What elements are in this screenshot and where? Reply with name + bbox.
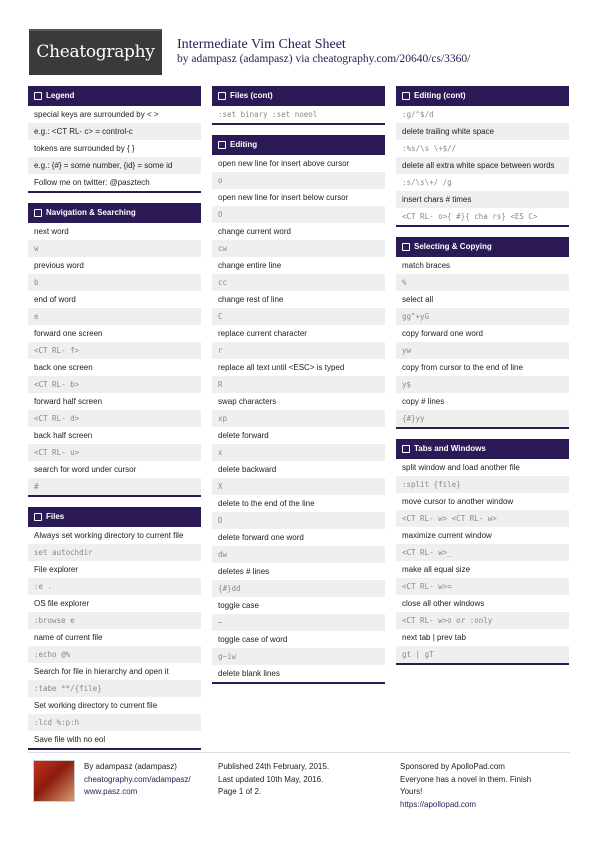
command-row: #	[28, 478, 201, 495]
section-editing	[212, 135, 385, 684]
author-site-link[interactable]: www.pasz.com	[84, 787, 138, 796]
description-row: <CT RL- o>{ #}{ cha rs} <ES C>	[402, 212, 538, 221]
command-row: R	[212, 376, 385, 393]
section-tabs	[396, 439, 569, 665]
section-header-nav	[28, 203, 201, 223]
section-header-selecting	[396, 237, 569, 257]
command-row: O	[212, 206, 385, 223]
description-row: select all	[402, 295, 434, 304]
command-row: <CT RL- w>=	[396, 578, 569, 595]
column-2	[212, 86, 385, 694]
updated-date: Last updated 10th May, 2016.	[218, 774, 324, 784]
command-row: %	[396, 274, 569, 291]
command-row: insert chars # times	[396, 191, 569, 208]
description-row: match braces	[402, 261, 451, 270]
section-header-editing-cont	[396, 86, 569, 106]
description-row: open new line for insert above cursor	[218, 159, 350, 168]
section-title: Editing	[230, 140, 258, 149]
command-row: gt | gT	[396, 646, 569, 663]
description-row: toggle case of word	[218, 635, 288, 644]
command-row: yw	[396, 342, 569, 359]
description-row: e.g.: <CT RL- c> = control-c	[28, 123, 201, 140]
command-row: :split {file}	[396, 476, 569, 493]
command-row: delete all extra white space between words	[396, 157, 569, 174]
section-title: Selecting & Copying	[414, 242, 492, 251]
description-row: split window and load another file	[402, 463, 520, 472]
section-header-legend	[28, 86, 201, 106]
command-row: set autochdir	[28, 544, 201, 561]
description-row: next word	[34, 227, 69, 236]
command-row: :lcd %:p:h	[28, 714, 201, 731]
description-row: copy from cursor to the end of line	[402, 363, 523, 372]
description-row: replace all text until <ESC> is typed	[218, 363, 345, 372]
command-row: gg"+yG	[396, 308, 569, 325]
section-title: Legend	[46, 91, 75, 100]
description-row: close all other windows	[402, 599, 485, 608]
description-row: open new line for insert below cursor	[218, 193, 349, 202]
description-row: make all equal size	[402, 565, 471, 574]
section-icon	[34, 92, 42, 100]
section-icon	[218, 141, 226, 149]
footer-meta	[218, 761, 329, 799]
description-row: copy forward one word	[402, 329, 483, 338]
sponsor-text-2: Yours!	[400, 787, 423, 796]
section-header-editing	[212, 135, 385, 155]
section-navigation	[28, 203, 201, 497]
description-row: next tab | prev tab	[402, 633, 466, 642]
description-row: delete forward one word	[218, 533, 304, 542]
command-row: D	[212, 512, 385, 529]
section-icon	[34, 209, 42, 217]
description-row: tokens are surrounded by { }	[34, 144, 135, 153]
command-row: o	[212, 172, 385, 189]
section-editing-cont	[396, 86, 569, 227]
description-row: change rest of line	[218, 295, 284, 304]
description-row: Always set working directory to current file	[34, 531, 184, 540]
section-title: Navigation & Searching	[46, 208, 136, 217]
command-row: delete trailing white space	[396, 123, 569, 140]
command-row: :echo @%	[28, 646, 201, 663]
section-icon	[402, 243, 410, 251]
command-row: xp	[212, 410, 385, 427]
description-row: OS file explorer	[34, 599, 90, 608]
section-title: Files (cont)	[230, 91, 273, 100]
page-number: Page 1 of 2.	[218, 787, 262, 796]
section-header-tabs	[396, 439, 569, 459]
description-row: deletes # lines	[218, 567, 270, 576]
description-row: search for word under cursor	[34, 465, 137, 474]
page-footer	[28, 752, 570, 809]
description-row: back one screen	[34, 363, 93, 372]
description-row: e.g.: {#} = some number, {id} = some id	[28, 157, 201, 174]
section-icon	[402, 445, 410, 453]
description-row: :set binary :set noeol	[218, 110, 318, 119]
author-name: By adampasz (adampasz)	[84, 762, 177, 771]
page-title: Intermediate Vim Cheat Sheet	[177, 37, 346, 52]
command-row: x	[212, 444, 385, 461]
command-row: :browse e	[28, 612, 201, 629]
byline-link[interactable]: by adampasz (adampasz) via cheatography.com/20640/cs/3360/	[177, 53, 471, 65]
command-row: ~	[212, 614, 385, 631]
command-row: cw	[212, 240, 385, 257]
description-row: swap characters	[218, 397, 277, 406]
author-profile-link[interactable]: cheatography.com/adampasz/	[84, 774, 191, 784]
description-row: move cursor to another window	[402, 497, 514, 506]
command-row: <CT RL- b>	[28, 376, 201, 393]
command-row: <CT RL- w>o or :only	[396, 612, 569, 629]
description-row: Save file with no eol	[34, 735, 106, 744]
command-row: <CT RL- f>	[28, 342, 201, 359]
command-row: y$	[396, 376, 569, 393]
description-row: change current word	[218, 227, 291, 236]
sponsor-link[interactable]: https://apollopad.com	[400, 799, 477, 809]
command-row: <CT RL- w>_	[396, 544, 569, 561]
command-row: w	[28, 240, 201, 257]
description-row: delete to the end of the line	[218, 499, 315, 508]
command-row: X	[212, 478, 385, 495]
description-row: toggle case	[218, 601, 259, 610]
section-selecting	[396, 237, 569, 429]
command-row: {#}yy	[396, 410, 569, 427]
command-row: cc	[212, 274, 385, 291]
description-row: copy # lines	[402, 397, 445, 406]
sponsor-label: Sponsored by ApolloPad.com	[400, 762, 505, 771]
column-3	[396, 86, 569, 675]
section-icon	[218, 92, 226, 100]
section-header-files	[28, 507, 201, 527]
description-row: special keys are surrounded by < >	[34, 110, 159, 119]
description-row: :g/^$/d	[402, 110, 434, 119]
description-row: Search for file in hierarchy and open it	[34, 667, 169, 676]
description-row: Set working directory to current file	[34, 701, 158, 710]
command-row: e	[28, 308, 201, 325]
command-row: <CT RL- u>	[28, 444, 201, 461]
description-row: replace current character	[218, 329, 307, 338]
description-row: :s/\s\+/ /g	[402, 178, 452, 187]
section-title: Tabs and Windows	[414, 444, 486, 453]
command-row: r	[212, 342, 385, 359]
description-row: :%s/\s \+$//	[402, 144, 457, 153]
command-row: <CT RL- d>	[28, 410, 201, 427]
published-date: Published 24th February, 2015.	[218, 762, 330, 771]
section-title: Files	[46, 512, 65, 521]
command-row: :tabe **/{file}	[28, 680, 201, 697]
footer-author	[84, 761, 191, 799]
section-files-cont	[212, 86, 385, 125]
column-1	[28, 86, 201, 760]
description-row: change entire line	[218, 261, 282, 270]
sponsor-text-1: Everyone has a novel in them. Finish	[400, 774, 532, 784]
section-header-files-cont	[212, 86, 385, 106]
description-row: forward one screen	[34, 329, 103, 338]
section-legend	[28, 86, 201, 193]
cheatography-logo[interactable]: Cheatography	[29, 29, 162, 75]
section-icon	[34, 513, 42, 521]
description-row: File explorer	[34, 565, 79, 574]
description-row: previous word	[34, 261, 84, 270]
description-row: name of current file	[34, 633, 103, 642]
command-row: dw	[212, 546, 385, 563]
description-row: maximize current window	[402, 531, 492, 540]
description-row: delete blank lines	[218, 669, 280, 678]
command-row: {#}dd	[212, 580, 385, 597]
section-title: Editing (cont)	[414, 91, 466, 100]
section-icon	[402, 92, 410, 100]
description-row: back half screen	[34, 431, 93, 440]
description-row: forward half screen	[34, 397, 103, 406]
page-header	[29, 29, 571, 75]
description-row: delete backward	[218, 465, 277, 474]
command-row: g~iw	[212, 648, 385, 665]
description-row: delete forward	[218, 431, 269, 440]
command-row: <CT RL- w> <CT RL- w>	[396, 510, 569, 527]
command-row: :e .	[28, 578, 201, 595]
command-row: C	[212, 308, 385, 325]
footer-sponsor	[400, 761, 531, 811]
command-row: b	[28, 274, 201, 291]
description-row: Follow me on twitter: @pasztech	[34, 178, 150, 187]
section-files	[28, 507, 201, 750]
author-avatar	[33, 760, 75, 802]
description-row: end of word	[34, 295, 76, 304]
